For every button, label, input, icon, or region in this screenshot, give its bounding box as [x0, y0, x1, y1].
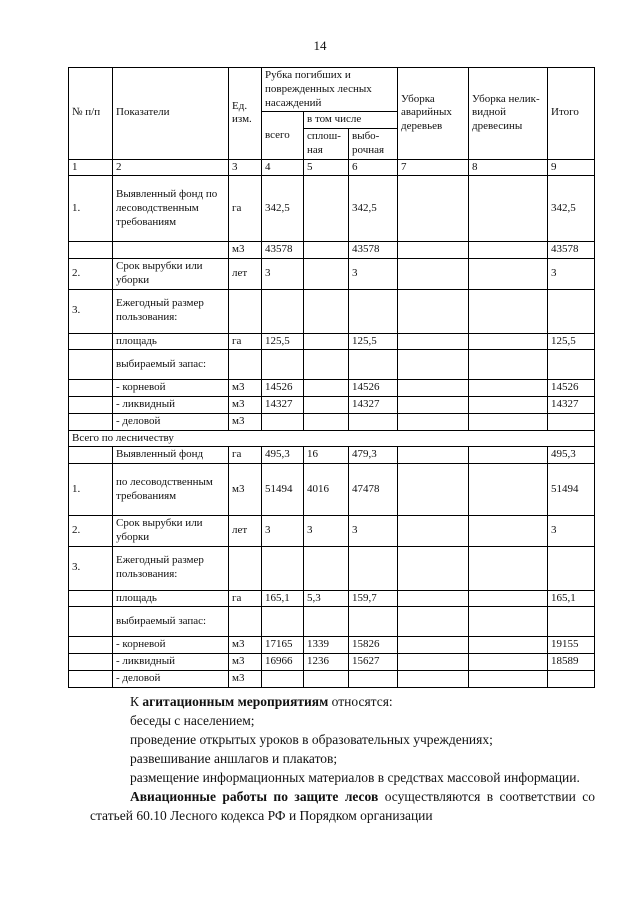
- forestry-total-label: Всего по лесничеству: [69, 430, 595, 447]
- table-row: [69, 350, 595, 380]
- row-number: [69, 637, 113, 654]
- header-illiquid: Уборка нелик-видной древесины: [469, 68, 548, 160]
- value-cell: 3: [262, 259, 304, 290]
- table-row: [69, 413, 595, 430]
- value-cell: [469, 654, 548, 671]
- table-row: [69, 464, 595, 516]
- row-label: - ликвидный: [113, 654, 229, 671]
- table-row: [69, 607, 595, 637]
- value-cell: 1236: [304, 654, 349, 671]
- row-number: [69, 670, 113, 687]
- value-cell: [469, 413, 548, 430]
- row-label: - корневой: [113, 637, 229, 654]
- row-label: площадь: [113, 590, 229, 607]
- row-label: Ежегодный размер пользования:: [113, 289, 229, 333]
- value-cell: 16: [304, 447, 349, 464]
- column-number: 2: [113, 159, 229, 176]
- value-cell: [398, 380, 469, 397]
- row-unit: [229, 350, 262, 380]
- value-cell: 43578: [548, 242, 595, 259]
- value-cell: [262, 546, 304, 590]
- value-cell: 43578: [262, 242, 304, 259]
- table-row: [69, 670, 595, 687]
- value-cell: [469, 637, 548, 654]
- value-cell: 18589: [548, 654, 595, 671]
- row-unit: м3: [229, 637, 262, 654]
- value-cell: 14526: [262, 380, 304, 397]
- table-row: [69, 637, 595, 654]
- value-cell: 479,3: [349, 447, 398, 464]
- value-cell: [469, 333, 548, 350]
- table-row: [69, 242, 595, 259]
- value-cell: 3: [262, 516, 304, 547]
- value-cell: [304, 333, 349, 350]
- value-cell: [548, 546, 595, 590]
- value-cell: 17165: [262, 637, 304, 654]
- header-clear: сплош-ная: [304, 129, 349, 160]
- value-cell: 14526: [349, 380, 398, 397]
- list-item: проведение открытых уроков в образовательных учреждениях;: [130, 732, 493, 747]
- value-cell: 14327: [262, 397, 304, 414]
- value-cell: [469, 176, 548, 242]
- row-number: [69, 447, 113, 464]
- row-label: выбираемый запас:: [113, 607, 229, 637]
- value-cell: 3: [548, 259, 595, 290]
- value-cell: [469, 607, 548, 637]
- value-cell: [469, 259, 548, 290]
- column-number: 3: [229, 159, 262, 176]
- page-number: 14: [313, 38, 327, 53]
- value-cell: [469, 464, 548, 516]
- row-unit: лет: [229, 259, 262, 290]
- column-number: 8: [469, 159, 548, 176]
- value-cell: [548, 670, 595, 687]
- value-cell: 15826: [349, 637, 398, 654]
- value-cell: [304, 259, 349, 290]
- header-total: Итого: [548, 68, 595, 160]
- value-cell: 342,5: [548, 176, 595, 242]
- row-number: [69, 413, 113, 430]
- table-row: [69, 590, 595, 607]
- value-cell: 19155: [548, 637, 595, 654]
- value-cell: [469, 242, 548, 259]
- list-item: беседы с населением;: [130, 713, 255, 728]
- value-cell: 165,1: [548, 590, 595, 607]
- value-cell: 3: [349, 516, 398, 547]
- value-cell: [469, 516, 548, 547]
- value-cell: [398, 242, 469, 259]
- value-cell: 1339: [304, 637, 349, 654]
- value-cell: [262, 607, 304, 637]
- row-unit: га: [229, 590, 262, 607]
- value-cell: 3: [349, 259, 398, 290]
- row-unit: м3: [229, 670, 262, 687]
- row-number: [69, 397, 113, 414]
- header-indicator: Показатели: [113, 68, 229, 160]
- row-label: Выявленный фонд: [113, 447, 229, 464]
- value-cell: [548, 289, 595, 333]
- row-number: [69, 380, 113, 397]
- value-cell: 5,3: [304, 590, 349, 607]
- table-row: [69, 289, 595, 333]
- value-cell: 14327: [349, 397, 398, 414]
- value-cell: 495,3: [548, 447, 595, 464]
- row-label: по лесоводственным требованиям: [113, 464, 229, 516]
- value-cell: [304, 546, 349, 590]
- row-number: 2.: [69, 516, 113, 547]
- row-unit: м3: [229, 397, 262, 414]
- value-cell: 14526: [548, 380, 595, 397]
- value-cell: [398, 413, 469, 430]
- value-cell: 47478: [349, 464, 398, 516]
- header-selective: выбо-рочная: [349, 129, 398, 160]
- value-cell: [398, 289, 469, 333]
- row-unit: м3: [229, 242, 262, 259]
- value-cell: [349, 607, 398, 637]
- row-number: [69, 607, 113, 637]
- table-row: [69, 516, 595, 547]
- paragraph-aviation: Авиационные работы по защите лесов осуществляются в соответствии со статьей 60.10 Лесного кодекса РФ и Порядком организации: [90, 789, 596, 823]
- value-cell: [262, 289, 304, 333]
- row-number: 1.: [69, 176, 113, 242]
- value-cell: [398, 464, 469, 516]
- row-label: - деловой: [113, 670, 229, 687]
- row-unit: [229, 289, 262, 333]
- value-cell: 342,5: [349, 176, 398, 242]
- value-cell: 51494: [262, 464, 304, 516]
- value-cell: [262, 670, 304, 687]
- value-cell: [398, 670, 469, 687]
- row-label: - корневой: [113, 380, 229, 397]
- value-cell: [398, 654, 469, 671]
- value-cell: 43578: [349, 242, 398, 259]
- header-total-felling: всего: [262, 112, 304, 159]
- row-unit: га: [229, 447, 262, 464]
- value-cell: 16966: [262, 654, 304, 671]
- value-cell: [398, 447, 469, 464]
- row-unit: [229, 546, 262, 590]
- value-cell: [304, 670, 349, 687]
- row-unit: га: [229, 176, 262, 242]
- value-cell: [398, 516, 469, 547]
- row-number: [69, 242, 113, 259]
- row-label: - деловой: [113, 413, 229, 430]
- forest-use-table: [68, 67, 595, 688]
- value-cell: [469, 447, 548, 464]
- value-cell: [349, 413, 398, 430]
- row-label: [113, 242, 229, 259]
- header-num: № п/п: [69, 68, 113, 160]
- value-cell: [398, 333, 469, 350]
- column-number: 5: [304, 159, 349, 176]
- value-cell: [304, 242, 349, 259]
- value-cell: [548, 413, 595, 430]
- header-incl: в том числе: [304, 112, 398, 129]
- value-cell: [398, 637, 469, 654]
- value-cell: [304, 607, 349, 637]
- value-cell: 3: [304, 516, 349, 547]
- value-cell: [398, 546, 469, 590]
- value-cell: [398, 176, 469, 242]
- value-cell: [469, 397, 548, 414]
- value-cell: [469, 380, 548, 397]
- row-number: [69, 654, 113, 671]
- value-cell: 3: [548, 516, 595, 547]
- value-cell: [349, 670, 398, 687]
- value-cell: [398, 259, 469, 290]
- value-cell: [398, 607, 469, 637]
- value-cell: [349, 289, 398, 333]
- value-cell: [548, 350, 595, 380]
- row-label: Срок вырубки или уборки: [113, 516, 229, 547]
- row-unit: м3: [229, 413, 262, 430]
- body-text: [90, 692, 595, 825]
- row-number: 3.: [69, 289, 113, 333]
- header-felling: Рубка погибших и поврежденных лесных насаждений: [262, 68, 398, 112]
- column-number: 1: [69, 159, 113, 176]
- value-cell: [469, 590, 548, 607]
- header-emergency: Уборка аварийных деревьев: [398, 68, 469, 160]
- value-cell: [398, 350, 469, 380]
- value-cell: [548, 607, 595, 637]
- row-unit: м3: [229, 380, 262, 397]
- value-cell: 51494: [548, 464, 595, 516]
- row-unit: м3: [229, 464, 262, 516]
- value-cell: [398, 397, 469, 414]
- table-row: [69, 654, 595, 671]
- value-cell: [304, 176, 349, 242]
- table-row: [69, 176, 595, 242]
- table-row: [69, 333, 595, 350]
- value-cell: [469, 670, 548, 687]
- paragraph-agitation: К агитационным мероприятиям относятся:: [130, 694, 393, 709]
- row-label: выбираемый запас:: [113, 350, 229, 380]
- table-row: [69, 159, 595, 176]
- table-row: [69, 430, 595, 447]
- value-cell: [349, 350, 398, 380]
- value-cell: 342,5: [262, 176, 304, 242]
- value-cell: 165,1: [262, 590, 304, 607]
- row-number: 1.: [69, 464, 113, 516]
- value-cell: [469, 350, 548, 380]
- table-row: [69, 397, 595, 414]
- column-number: 9: [548, 159, 595, 176]
- value-cell: [304, 413, 349, 430]
- column-number: 6: [349, 159, 398, 176]
- row-unit: лет: [229, 516, 262, 547]
- value-cell: 14327: [548, 397, 595, 414]
- value-cell: 125,5: [548, 333, 595, 350]
- row-number: 3.: [69, 546, 113, 590]
- table-row: [69, 259, 595, 290]
- value-cell: [398, 590, 469, 607]
- value-cell: [304, 289, 349, 333]
- table-row: [69, 447, 595, 464]
- table-row: [69, 546, 595, 590]
- value-cell: [349, 546, 398, 590]
- row-unit: м3: [229, 654, 262, 671]
- row-label: Выявленный фонд по лесоводственным требованиям: [113, 176, 229, 242]
- value-cell: 159,7: [349, 590, 398, 607]
- row-label: Срок вырубки или уборки: [113, 259, 229, 290]
- value-cell: 125,5: [262, 333, 304, 350]
- row-unit: [229, 607, 262, 637]
- list-item: развешивание аншлагов и плакатов;: [130, 751, 338, 766]
- row-unit: га: [229, 333, 262, 350]
- value-cell: [304, 397, 349, 414]
- row-number: 2.: [69, 259, 113, 290]
- row-number: [69, 350, 113, 380]
- column-number: 7: [398, 159, 469, 176]
- row-number: [69, 590, 113, 607]
- row-number: [69, 333, 113, 350]
- value-cell: 4016: [304, 464, 349, 516]
- header-unit: Ед. изм.: [229, 68, 262, 160]
- value-cell: [469, 289, 548, 333]
- value-cell: [469, 546, 548, 590]
- row-label: Ежегодный размер пользования:: [113, 546, 229, 590]
- table-row: [69, 380, 595, 397]
- row-label: - ликвидный: [113, 397, 229, 414]
- value-cell: [262, 413, 304, 430]
- value-cell: [262, 350, 304, 380]
- value-cell: 15627: [349, 654, 398, 671]
- value-cell: 495,3: [262, 447, 304, 464]
- list-item: размещение информационных материалов в средствах массовой информации.: [130, 770, 580, 785]
- value-cell: [304, 380, 349, 397]
- column-number: 4: [262, 159, 304, 176]
- value-cell: 125,5: [349, 333, 398, 350]
- value-cell: [304, 350, 349, 380]
- row-label: площадь: [113, 333, 229, 350]
